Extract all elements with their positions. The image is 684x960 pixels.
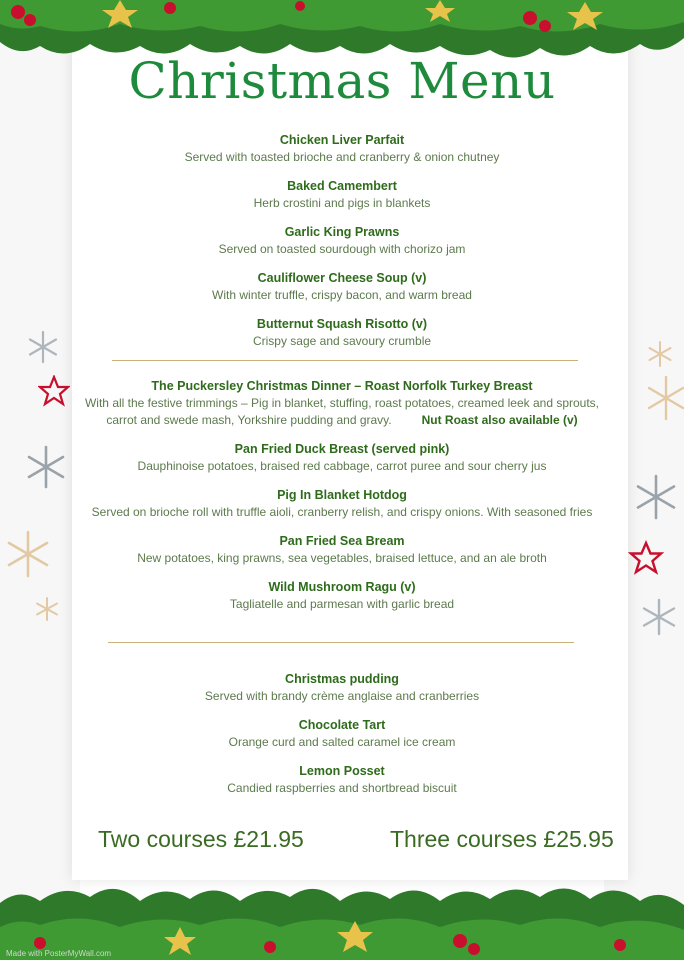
dish-name: Pan Fried Sea Bream bbox=[279, 534, 405, 548]
dish-name: Pan Fried Duck Breast (served pink) bbox=[234, 442, 450, 456]
dish-description: Served with brandy crème anglaise and cranberries bbox=[204, 689, 480, 703]
dish-name: The Puckersley Christmas Dinner – Roast Norfolk Turkey Breast bbox=[151, 379, 533, 393]
star-icon bbox=[38, 375, 70, 407]
list-item bbox=[80, 487, 604, 521]
list-item bbox=[90, 671, 594, 705]
dish-description: Served with toasted brioche and cranberry & onion chutney bbox=[184, 150, 500, 164]
desserts-section bbox=[90, 671, 594, 797]
dish-description: With winter truffle, crispy bacon, and warm bread bbox=[212, 288, 472, 302]
snowflake-icon bbox=[26, 330, 60, 364]
snowflake-icon bbox=[646, 340, 674, 368]
list-item bbox=[90, 717, 594, 751]
price-two-courses: Two courses £21.95 bbox=[98, 826, 304, 852]
dish-name: Garlic King Prawns bbox=[284, 225, 400, 239]
list-item bbox=[90, 316, 594, 350]
dish-description: Served on toasted sourdough with chorizo jam bbox=[218, 242, 466, 256]
dish-description: Crispy sage and savoury crumble bbox=[252, 334, 432, 348]
snowflake-icon bbox=[640, 598, 678, 636]
section-divider bbox=[112, 360, 578, 361]
list-item bbox=[90, 270, 594, 304]
list-item bbox=[90, 178, 594, 212]
dish-name: Butternut Squash Risotto (v) bbox=[256, 317, 428, 331]
dish-description: Herb crostini and pigs in blankets bbox=[253, 196, 431, 210]
dish-name: Christmas pudding bbox=[285, 672, 399, 686]
dish-name: Chocolate Tart bbox=[298, 718, 386, 732]
dish-description: New potatoes, king prawns, sea vegetables, braised lettuce, and an ale broth bbox=[137, 551, 547, 565]
dish-name: Baked Camembert bbox=[287, 179, 397, 193]
dish-name: Cauliflower Cheese Soup (v) bbox=[257, 271, 427, 285]
dish-description: Candied raspberries and shortbread biscuit bbox=[227, 781, 457, 795]
dish-name: Lemon Posset bbox=[299, 764, 385, 778]
price-three-courses: Three courses £25.95 bbox=[390, 826, 614, 852]
snowflake-icon bbox=[636, 474, 676, 520]
list-item bbox=[80, 441, 604, 475]
list-item bbox=[90, 763, 594, 797]
dish-description: Dauphinoise potatoes, braised red cabbage, carrot puree and sour cherry jus bbox=[137, 459, 547, 473]
dish-description: With all the festive trimmings – Pig in blanket, stuffing, roast potatoes, creamed leek and sprouts, bbox=[84, 396, 600, 410]
page-title: Christmas Menu bbox=[128, 52, 556, 110]
list-item bbox=[80, 533, 604, 567]
mains-section bbox=[80, 378, 604, 613]
dish-name: Wild Mushroom Ragu (v) bbox=[268, 580, 416, 594]
watermark-credit: Made with PosterMyWall.com bbox=[6, 949, 112, 958]
dish-description: Served on brioche roll with truffle aioli, cranberry relish, and crispy onions. With seasoned fries bbox=[91, 505, 593, 519]
list-item bbox=[90, 132, 594, 166]
nut-roast-note: Nut Roast also available (v) bbox=[421, 413, 578, 427]
dish-description: Orange curd and salted caramel ice cream bbox=[228, 735, 456, 749]
dish-description: Tagliatelle and parmesan with garlic bread bbox=[229, 597, 455, 611]
snowflake-icon bbox=[4, 530, 52, 578]
list-item bbox=[90, 224, 594, 258]
snowflake-icon bbox=[24, 445, 68, 489]
section-divider bbox=[108, 642, 574, 643]
dish-description-line2 bbox=[80, 412, 604, 429]
pine-garland-bottom bbox=[0, 875, 684, 960]
dish-description-text: carrot and swede mash, Yorkshire pudding and gravy. bbox=[106, 413, 392, 427]
snowflake-icon bbox=[648, 375, 684, 421]
starters-section bbox=[90, 132, 594, 350]
list-item bbox=[80, 378, 604, 429]
list-item bbox=[80, 579, 604, 613]
snowflake-icon bbox=[34, 596, 60, 622]
dish-name: Pig In Blanket Hotdog bbox=[277, 488, 407, 502]
dish-name: Chicken Liver Parfait bbox=[279, 133, 405, 147]
star-icon bbox=[628, 540, 664, 576]
